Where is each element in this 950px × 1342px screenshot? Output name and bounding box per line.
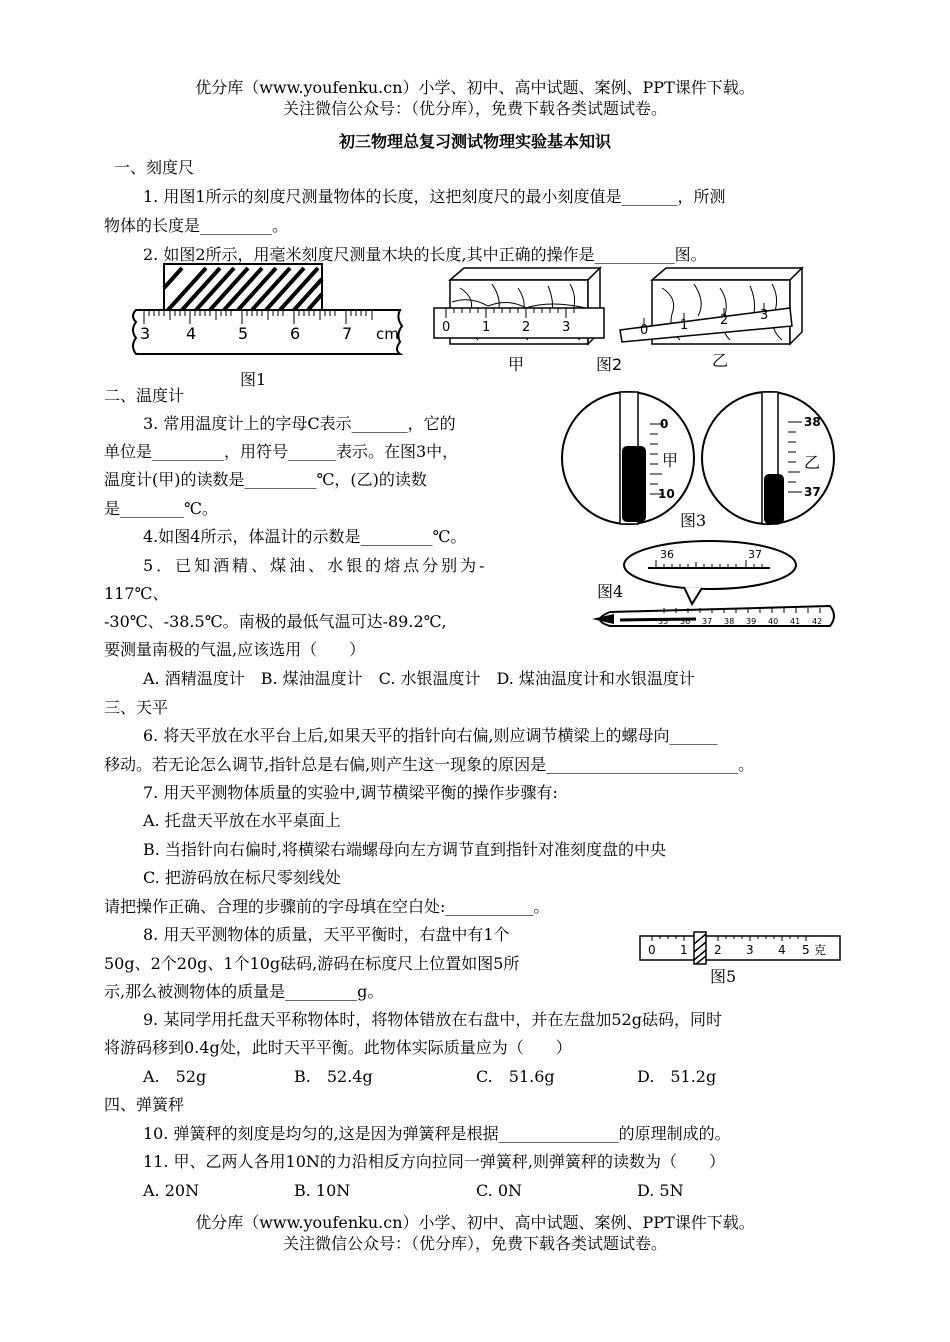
- fig4-scale-41: 41: [790, 617, 801, 626]
- jia-tick-1: 1: [482, 320, 491, 335]
- fig4-scale-37: 37: [702, 617, 713, 626]
- jia-tick-2: 2: [522, 320, 531, 335]
- question-5-line-1: 5．已知酒精、煤油、水银的熔点分别为-: [143, 556, 488, 575]
- question-6-line-2: 移动。若无论怎么调节,指针总是右偏,则产生这一现象的原因是________________________。: [104, 755, 755, 774]
- question-11-option-a: A. 20N: [143, 1181, 200, 1200]
- question-7-option-c: C. 把游码放在标尺零刻线处: [143, 868, 341, 887]
- section-ruler: 一、刻度尺: [114, 158, 195, 177]
- question-8-line-3: 示,那么被测物体的质量是_________g。: [104, 982, 384, 1001]
- ruler-unit: cm: [376, 325, 399, 343]
- question-3-line-4: 是________℃。: [104, 499, 218, 518]
- figure-2-yi: [620, 268, 802, 344]
- yi-tick-38-label: 38: [804, 415, 821, 429]
- figure-2-rulers: [430, 268, 805, 378]
- figure-2-jia: [434, 268, 604, 344]
- header-line-2: 关注微信公众号：（优分库），免费下载各类试题试卷。: [282, 99, 667, 118]
- question-9-option-b: B. 52.4g: [294, 1067, 373, 1086]
- fig5-tick-2: 2: [714, 943, 722, 957]
- question-7-option-a: A. 托盘天平放在水平桌面上: [143, 811, 341, 830]
- figure-3-yi-label: 乙: [804, 453, 821, 472]
- yi-tick-37-label: 37: [804, 485, 821, 499]
- question-5-line-4: 要测量南极的气温,应该选用（ ）: [104, 640, 366, 659]
- footer-line-2: 关注微信公众号：（优分库），免费下载各类试题试卷。: [282, 1234, 667, 1253]
- figure-1-caption: 图1: [240, 370, 267, 389]
- question-3-line-2: 单位是_________，用符号______表示。在图3中，: [104, 442, 459, 461]
- jia-mercury: [622, 446, 646, 522]
- fig4-scale-36: 36: [680, 617, 691, 626]
- question-11: 11. 甲、乙两人各用10N的力沿相反方向拉同一弹簧秤,则弹簧秤的读数为（ ）: [143, 1152, 725, 1171]
- fig5-unit: 克: [814, 943, 827, 957]
- figure-1-ruler: [128, 262, 408, 392]
- header-line-1: 优分库（www.youfenku.cn）小学、初中、高中试题、案例、PPT课件下载。: [195, 78, 755, 97]
- fig5-tick-3: 3: [746, 943, 754, 957]
- figure-2-yi-label: 乙: [712, 351, 729, 370]
- figure-3-caption: 图3: [680, 511, 707, 530]
- ruler-tick-6: 6: [290, 324, 301, 343]
- zoom-tick-36: 36: [660, 548, 674, 561]
- yi-tick-3: 3: [760, 308, 769, 323]
- question-1-line-2: 物体的长度是_________。: [104, 216, 289, 235]
- question-11-option-d: D. 5N: [637, 1181, 684, 1200]
- question-7-line-last: 请把操作正确、合理的步骤前的字母填在空白处:___________。: [104, 897, 550, 916]
- fig4-scale-39: 39: [746, 617, 757, 626]
- question-2: 2. 如图2所示，用毫米刻度尺测量木块的长度,其中正确的操作是__________图。: [143, 245, 707, 264]
- question-9-option-d: D. 51.2g: [637, 1067, 717, 1086]
- figure-4-caption: 图4: [597, 582, 624, 601]
- fig5-tick-4: 4: [778, 943, 786, 957]
- section-balance: 三、天平: [104, 698, 169, 717]
- fig5-tick-0: 0: [648, 943, 656, 957]
- question-9-option-c: C. 51.6g: [476, 1067, 555, 1086]
- question-8-line-1: 8. 用天平测物体的质量，天平平衡时，右盘中有1个: [143, 925, 510, 944]
- figure-5-caption: 图5: [710, 967, 737, 986]
- section-thermometer: 二、温度计: [104, 386, 185, 405]
- figure-2-caption: 图2: [596, 355, 623, 374]
- yi-tick-2: 2: [720, 313, 729, 328]
- zoom-tick-37: 37: [748, 548, 762, 561]
- ruler-tick-5: 5: [238, 324, 249, 343]
- question-9-line-2: 将游码移到0.4g处，此时天平平衡。此物体实际质量应为（ ）: [104, 1038, 572, 1057]
- fig4-scale-42: 42: [812, 617, 823, 626]
- question-11-option-b: B. 10N: [294, 1181, 351, 1200]
- question-10: 10. 弹簧秤的刻度是均匀的,这是因为弹簧秤是根据_______________的原理制成的。: [143, 1124, 731, 1143]
- question-7-option-b: B. 当指针向右偏时,将横梁右端螺母向左方调节直到指针对准刻度盘的中央: [143, 840, 667, 859]
- ruler-tick-3: 3: [140, 324, 151, 343]
- yi-tick-1: 1: [680, 318, 689, 333]
- question-9-option-a: A. 52g: [143, 1067, 207, 1086]
- question-4: 4.如图4所示，体温计的示数是_________℃。: [143, 527, 467, 546]
- yi-mercury: [764, 474, 784, 524]
- fig5-tick-1: 1: [680, 943, 688, 957]
- question-5-line-3: -30℃、-38.5℃。南极的最低气温可达-89.2℃,: [104, 612, 447, 631]
- footer-line-1: 优分库（www.youfenku.cn）小学、初中、高中试题、案例、PPT课件下载。: [195, 1213, 755, 1232]
- fig4-scale-38: 38: [724, 617, 735, 626]
- question-3-line-3: 温度计(甲)的读数是_________℃，(乙)的读数: [104, 470, 427, 489]
- question-7: 7. 用天平测物体质量的实验中,调节横梁平衡的操作步骤有:: [143, 783, 558, 802]
- fig4-scale-40: 40: [768, 617, 779, 626]
- jia-tick-10-label: 10: [658, 487, 675, 501]
- figure-3-jia-label: 甲: [662, 451, 679, 470]
- fig5-tick-5: 5: [802, 943, 810, 957]
- question-8-line-2: 50g、2个20g、1个10g砝码,游码在标度尺上位置如图5所: [104, 954, 520, 973]
- jia-tick-0: 0: [442, 320, 451, 335]
- question-6-line-1: 6. 将天平放在水平台上后,如果天平的指针向右偏,则应调节横梁上的螺母向______: [143, 726, 718, 745]
- section-spring-scale: 四、弹簧秤: [104, 1095, 185, 1114]
- jia-tick-0-label: 0: [660, 417, 669, 431]
- ruler-tick-7: 7: [342, 324, 353, 343]
- ruler-tick-4: 4: [186, 324, 197, 343]
- figure-5-rider-scale: [638, 930, 844, 966]
- question-1-line-1: 1. 用图1所示的刻度尺测量物体的长度，这把刻度尺的最小刻度值是_______，所测: [143, 187, 726, 206]
- question-9-line-1: 9. 某同学用托盘天平称物体时，将物体错放在右盘中，并在左盘加52g砝码，同时: [143, 1010, 722, 1029]
- yi-tick-0: 0: [640, 323, 649, 338]
- question-5-options: A. 酒精温度计 B. 煤油温度计 C. 水银温度计 D. 煤油温度计和水银温度计: [143, 669, 695, 688]
- question-5-line-2: 117℃、: [104, 584, 169, 603]
- fig4-scale-35: 35: [658, 617, 669, 626]
- figure-2-jia-label: 甲: [508, 355, 525, 374]
- jia-tick-3: 3: [562, 320, 571, 335]
- question-3-line-1: 3. 常用温度计上的字母C表示_______，它的: [143, 414, 456, 433]
- question-11-option-c: C. 0N: [476, 1181, 523, 1200]
- page-title: 初三物理总复习测试物理实验基本知识: [338, 132, 611, 151]
